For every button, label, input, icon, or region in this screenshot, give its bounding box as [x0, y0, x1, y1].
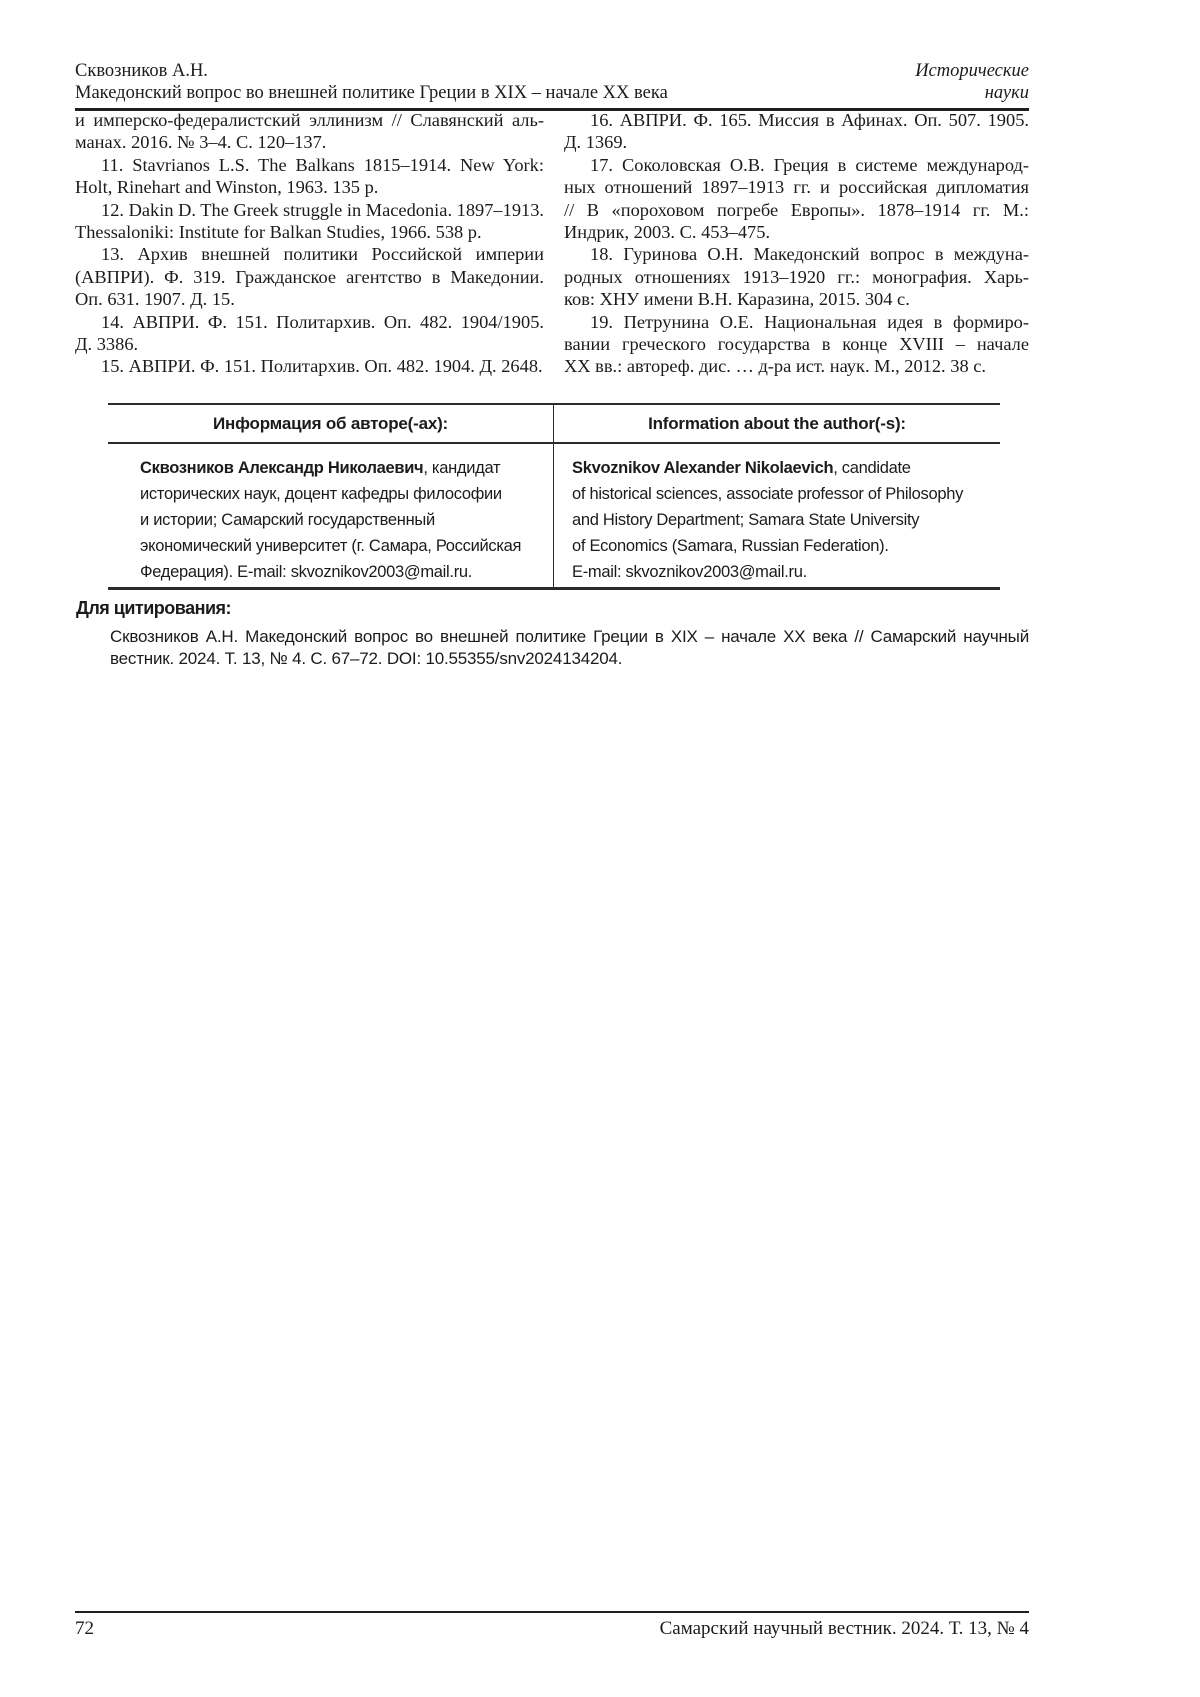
text-line: и истории; Самарский государственный [140, 511, 435, 529]
text-line: 18. Гуринова О.Н. Македонский вопрос в междуна- [590, 244, 1029, 265]
running-head-section-line2: науки [984, 83, 1029, 103]
author-info-cell-ru [108, 444, 554, 587]
text-line: Индрик, 2003. С. 453–475. [564, 222, 771, 243]
reference-item [75, 355, 544, 377]
author-info-en-rest: , candidate [833, 459, 911, 477]
running-head-author: Сквозников А.Н. [75, 61, 208, 81]
page-footer [75, 1611, 1029, 1640]
citation-heading: Для цитирования: [76, 598, 232, 618]
references-left-column [75, 109, 544, 378]
text-line: E-mail: skvoznikov2003@mail.ru. [572, 563, 807, 581]
author-name-ru: Сквозников Александр Николаевич [140, 459, 424, 477]
reference-item [564, 243, 1029, 310]
text-line: 14. АВПРИ. Ф. 151. Политархив. Оп. 482. 1904/1905. [101, 311, 544, 332]
reference-item [75, 243, 544, 310]
text-line: манах. 2016. № 3–4. С. 120–137. [75, 132, 327, 153]
text-line: of historical sciences, associate professor of Philosophy [572, 485, 964, 503]
reference-item [564, 311, 1029, 378]
author-info-ru-rest: , кандидат [423, 459, 501, 477]
author-info-header-en: Information about the author(-s): [648, 413, 906, 433]
text-line: Holt, Rinehart and Winston, 1963. 135 p. [75, 177, 379, 198]
text-line: 16. АВПРИ. Ф. 165. Миссия в Афинах. Оп. 507. 1905. [590, 110, 1029, 130]
author-info-table [108, 403, 1000, 590]
author-info-body-row [108, 444, 1000, 587]
text-line: Сквозников А.Н. Македонский вопрос во внешней политике Греции в XIX – начале XX века // Самарский научный [110, 627, 1029, 646]
page-number: 72 [75, 1618, 94, 1639]
reference-item [75, 311, 544, 356]
text-line: вестник. 2024. Т. 13, № 4. С. 67–72. DOI: 10.55355/snv2024134204. [110, 649, 623, 668]
author-info-en-lines [572, 481, 992, 585]
text-line: ных отношений 1897–1913 гг. и российская дипломатия [564, 177, 1029, 198]
text-line: (АВПРИ). Ф. 319. Гражданское агентство в Македонии. [75, 266, 544, 287]
references-section [75, 109, 1029, 378]
reference-item [75, 109, 544, 154]
citation-text [110, 626, 1029, 670]
footer-journal-title: Самарский научный вестник. 2024. Т. 13, № 4 [659, 1618, 1029, 1639]
reference-item [75, 199, 544, 244]
text-line: Оп. 631. 1907. Д. 15. [75, 289, 235, 310]
text-line: экономический университет (г. Самара, Российская [140, 537, 522, 555]
text-line: XX вв.: автореф. дис. … д-ра ист. наук. М., 2012. 38 с. [564, 356, 987, 377]
text-line: Д. 3386. [75, 334, 139, 355]
reference-item [75, 154, 544, 199]
text-line: и имперско-федералистский эллинизм // Славянский аль- [75, 110, 544, 130]
reference-item [564, 109, 1029, 154]
text-line: 13. Архив внешней политики Российской империи [101, 244, 544, 265]
text-line: 19. Петрунина О.Е. Национальная идея в формиро- [590, 311, 1029, 332]
text-line: and History Department; Samara State University [572, 511, 920, 529]
running-head-section-line1: Исторические [915, 61, 1029, 81]
text-line: родных отношениях 1913–1920 гг.: монография. Харь- [564, 266, 1029, 287]
text-line: // В «пороховом погребе Европы». 1878–1914 гг. М.: [564, 199, 1029, 220]
text-line: ков: ХНУ имени В.Н. Каразина, 2015. 304 с. [564, 289, 910, 310]
author-info-header-row [108, 405, 1000, 444]
text-line: Федерация). E-mail: skvoznikov2003@mail.ru. [140, 563, 473, 581]
author-info-ru-first-line [140, 455, 545, 481]
running-head [75, 60, 1029, 111]
text-line: Thessaloniki: Institute for Balkan Studies, 1966. 538 p. [75, 222, 482, 243]
text-line: Д. 1369. [564, 132, 628, 153]
author-info-header-ru: Информация об авторе(-ах): [108, 405, 554, 442]
author-name-en: Skvoznikov Alexander Nikolaevich [572, 459, 834, 477]
reference-item [564, 154, 1029, 244]
text-line: 17. Соколовская О.В. Греция в системе международ- [590, 154, 1029, 175]
running-head-title: Македонский вопрос во внешней политике Греции в XIX – начале XX века [75, 83, 668, 103]
text-line: вании греческого государства в конце XVIII – начале [564, 334, 1029, 355]
author-info-en-first-line [572, 455, 992, 481]
references-right-column [564, 109, 1029, 378]
text-line: исторических наук, доцент кафедры философии [140, 485, 502, 503]
text-line: of Economics (Samara, Russian Federation). [572, 537, 889, 555]
text-line: 12. Dakin D. The Greek struggle in Macedonia. 1897–1913. [101, 199, 544, 220]
text-line: 15. АВПРИ. Ф. 151. Политархив. Оп. 482. 1904. Д. 2648. [101, 356, 543, 377]
text-line: 11. Stavrianos L.S. The Balkans 1815–1914. New York: [101, 154, 544, 175]
author-info-cell-en [554, 444, 1000, 587]
author-info-ru-lines [140, 481, 545, 585]
